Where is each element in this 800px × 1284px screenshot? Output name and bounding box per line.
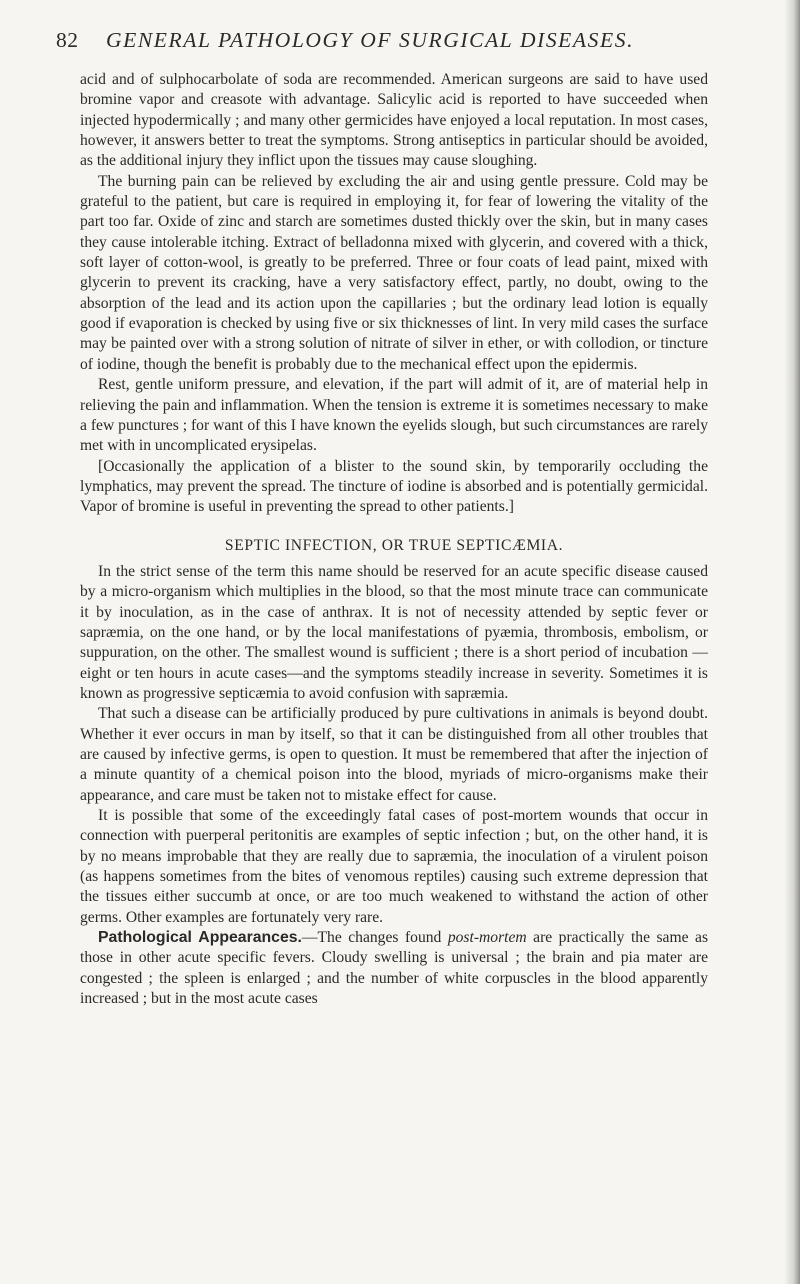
page-number: 82: [56, 28, 79, 52]
paragraph-post-mortem-wounds: It is possible that some of the exceedingly fatal cases of post-mortem wounds that occur in connection with puerperal peritonitis are examples of septic infection ; but, on the other hand, it is by no means improbable that they are really due to sapræmia, the inoculation of a virulent poison (as happens sometimes from the bites of venomous reptiles) causing such extreme depression that the tissues either succumb at once, or are too much weakened to withstand the action of other germs. Other examples are fortunately very rare.: [80, 807, 708, 926]
italic-term: post-mortem: [447, 929, 527, 947]
paragraph-continued: acid and of sulphocarbolate of soda are recommended. American surgeons are said to have used bromine vapor and creasote with advantage. Salicylic acid is reported to have succeeded when injected hypodermically ; and many other germicides have enjoyed a local reputation. In most cases, however, it answers better to treat the symptoms. Strong antiseptics in particular should be avoided, as the additional injury they inflict upon the tissues may cause sloughing.: [80, 71, 708, 170]
paragraph-rest-pressure: Rest, gentle uniform pressure, and elevation, if the part will admit of it, are of material help in relieving the pain and inflammation. When the tension is extreme it is sometimes necessary to make a few punctures ; for want of this I have known the eyelids slough, but such circumstances are rarely met with in uncomplicated erysipelas.: [80, 376, 708, 455]
running-head: [56, 28, 706, 60]
paragraph-definition: In the strict sense of the term this name should be reserved for an acute specific disease caused by a micro-organism which multiplies in the blood, so that the most minute trace can communicate it by inoculation, as in the case of anthrax. It is not of necessity attended by septic fever or sapræmia, on the one hand, or by the local manifestations of pyæmia, thrombosis, embolism, or suppuration, on the other. The smallest wound is sufficient ; there is a short period of incubation —eight or ten hours in acute cases—and the symptoms steadily increase in severity. Sometimes it is known as progressive septicæmia to avoid confusion with sapræmia.: [80, 562, 708, 702]
text-fragment: are practically the same as those in other acute specific fevers. Cloudy swelling is universal ; the brain and pia mater are congested ; the spleen is enlarged ; and the number of white corpuscles in the blood apparently increased ; but in the most acute cases: [80, 929, 709, 1008]
paragraph-burning-pain: The burning pain can be relieved by excluding the air and using gentle pressure. Cold may be grateful to the patient, but care is required in employing it, for fear of lowering the vitality of the part too far. Oxide of zinc and starch are sometimes dusted thickly over the skin, but in many cases they cause intolerable itching. Extract of belladonna mixed with glycerin, and covered with a thick, soft layer of cotton-wool, is greatly to be preferred. Three or four coats of lead paint, mixed with glycerin to prevent its cracking, have a very satisfactory effect, partly, no doubt, owing to the absorption of the lead and its action upon the capillaries ; but the ordinary lead lotion is equally good if evaporation is checked by using five or six thicknesses of lint. In very mild cases the surface may be painted over with a strong solution of nitrate of silver in ether, or with collodion, or tincture of iodine, though the benefit is probably due to the mechanical effect upon the epidermis.: [80, 172, 708, 373]
paragraph-artificial-production: That such a disease can be artificially produced by pure cultivations in animals is beyond doubt. Whether it ever occurs in man by itself, so that it can be distinguished from all other troubles that are caused by infective germs, is open to question. It must be remembered that after the injection of a minute quantity of a chemical poison into the blood, myriads of micro-organisms make their appearance, and care must be taken not to mistake effect for cause.: [80, 705, 708, 804]
section-heading: SEPTIC INFECTION, OR TRUE SEPTICÆMIA.: [224, 536, 564, 554]
page-edge-shadow: [784, 0, 800, 1284]
text-fragment: —The changes found: [301, 929, 448, 947]
paragraph-blister-note: [Occasionally the application of a blister to the sound skin, by temporarily occluding the lymphatics, may prevent the spread. The tincture of iodine is absorbed and is potentially germicidal. Vapor of bromine is useful in preventing the spread to other patients.]: [80, 457, 708, 516]
run-in-heading: Pathological Appearances.: [98, 929, 302, 947]
paragraph-pathological-appearances: [80, 928, 708, 1009]
body-text: [80, 70, 708, 1009]
running-title: GENERAL PATHOLOGY OF SURGICAL DISEASES.: [106, 28, 635, 52]
